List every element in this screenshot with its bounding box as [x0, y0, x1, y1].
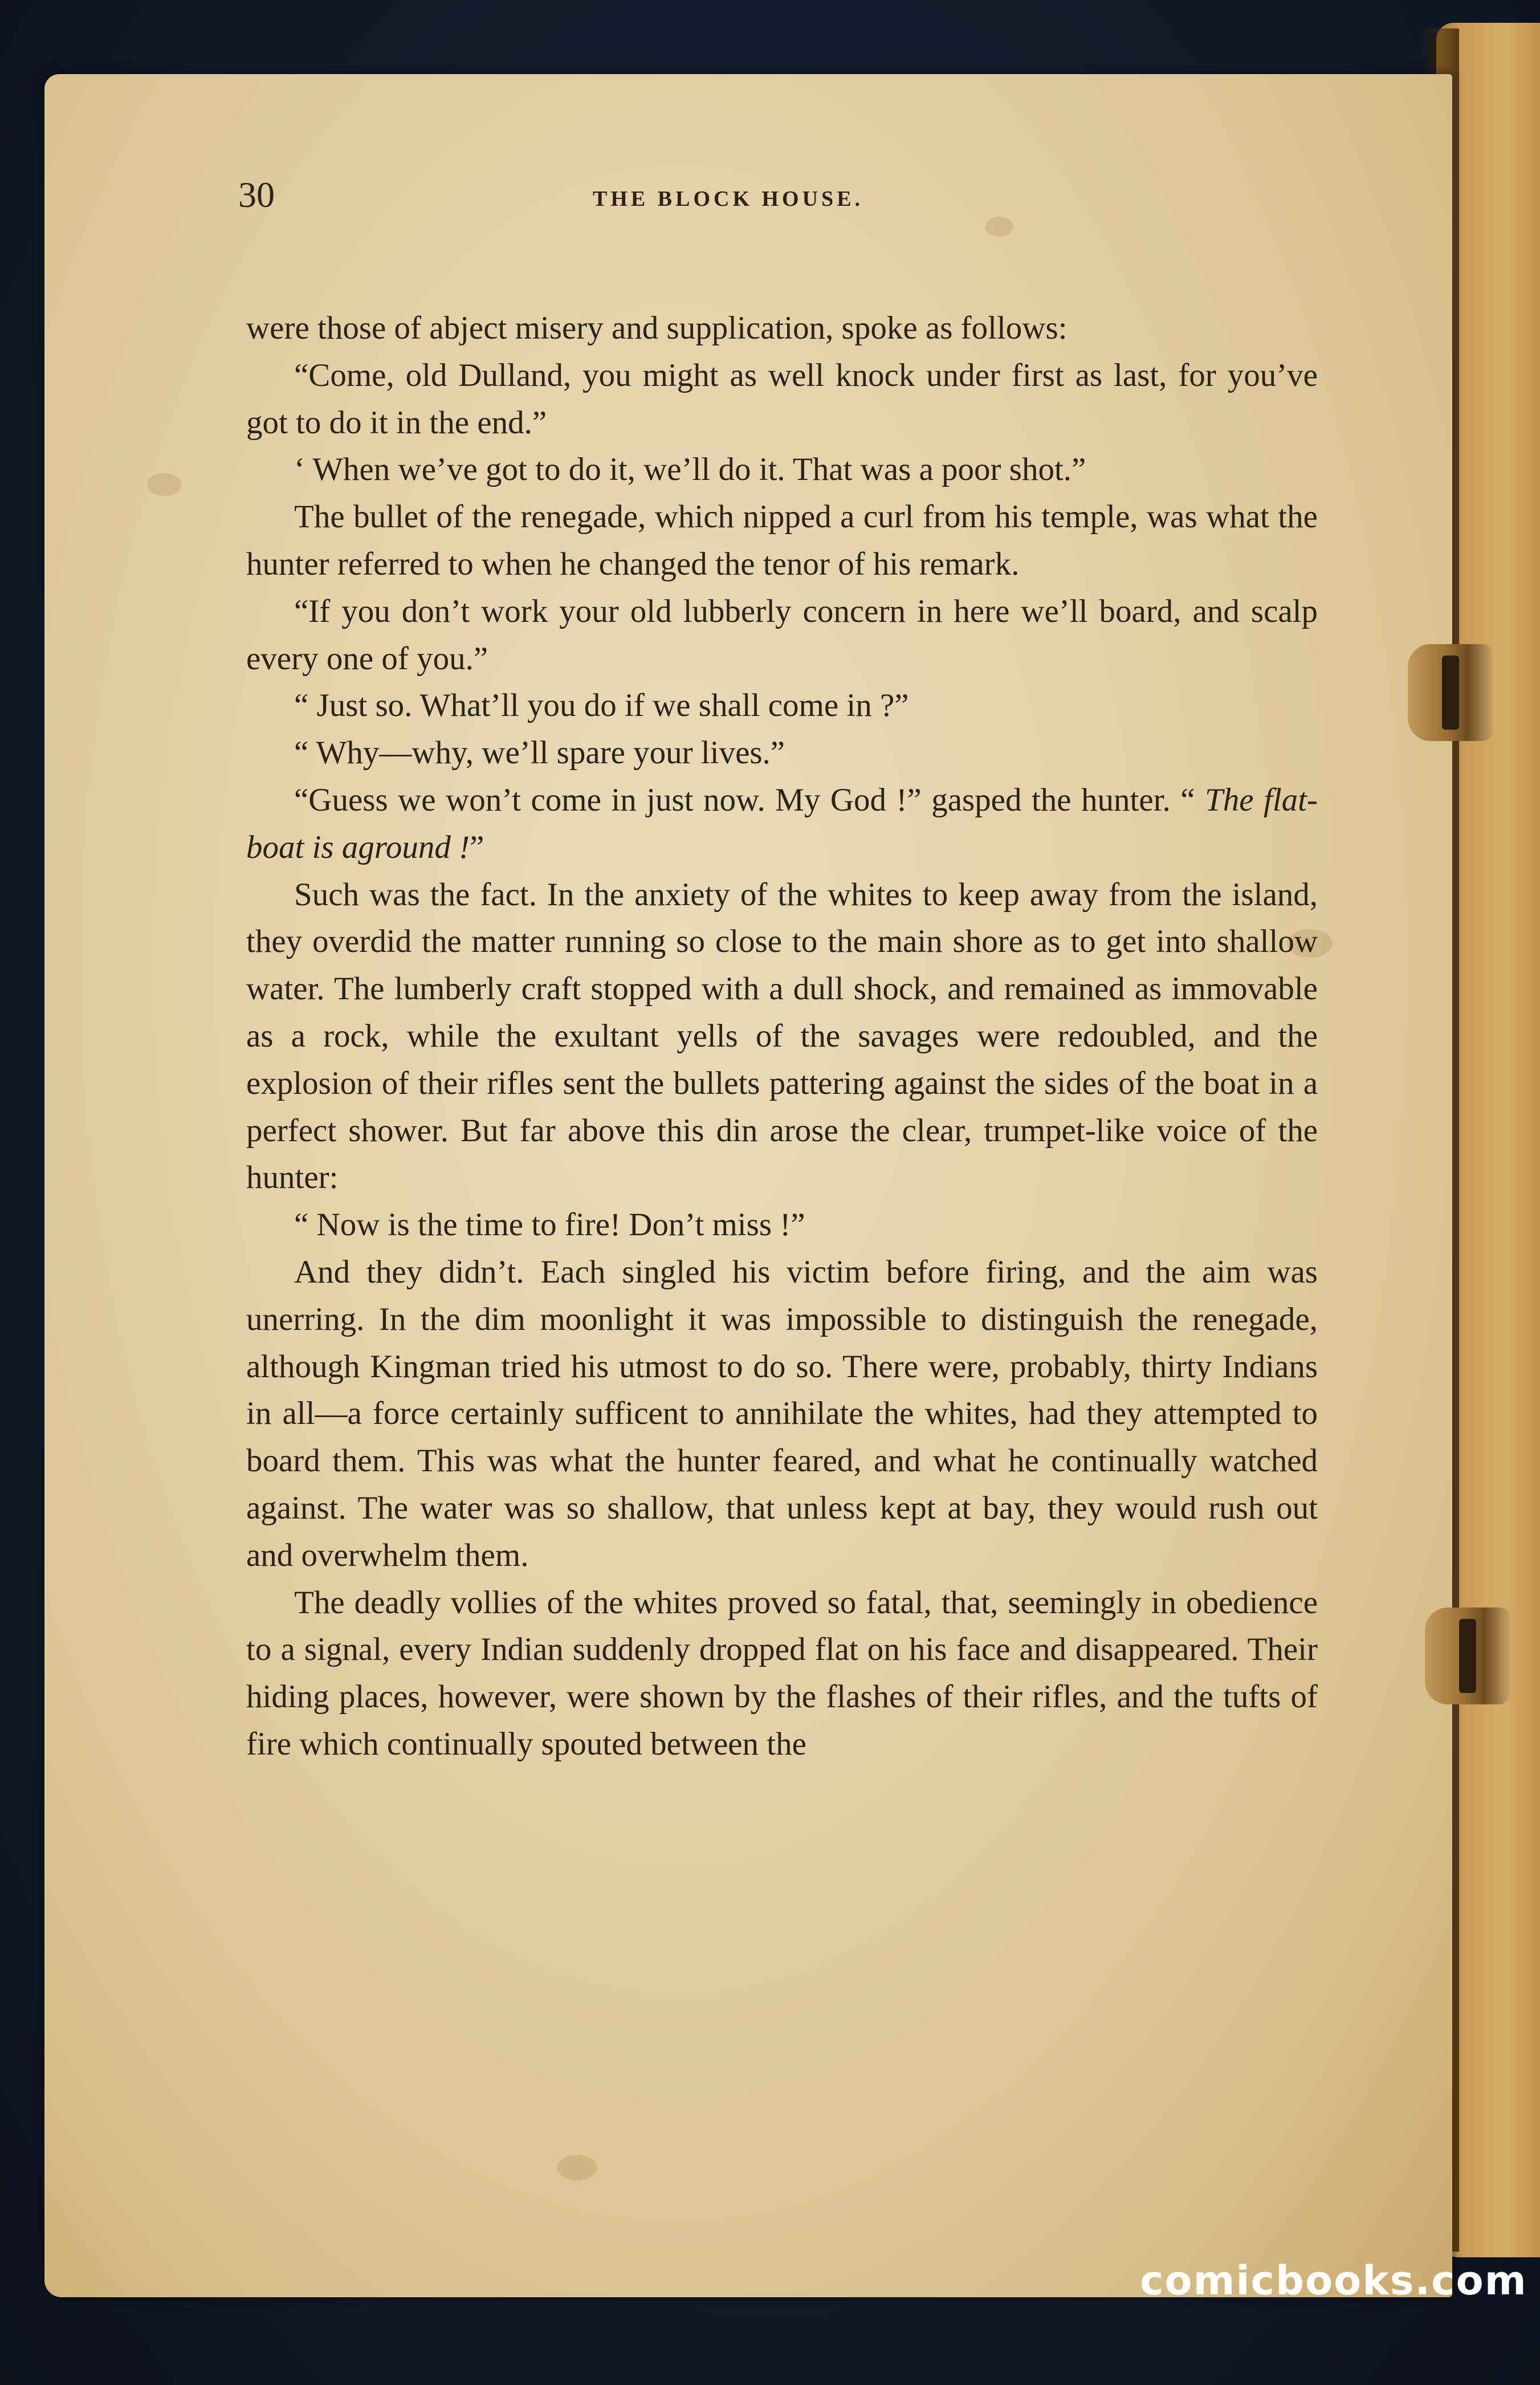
- watermark: comicbooks.com: [1140, 2257, 1527, 2304]
- paragraph-text: “Guess we won’t come in just now. My God !” gasped the hunter. “: [294, 782, 1205, 818]
- italic-exclamation: The flat-boat is aground !: [246, 782, 1318, 865]
- paragraph: “ Why—why, we’ll spare your lives.”: [294, 735, 785, 771]
- paragraph: ‘ When we’ve got to do it, we’ll do it. That was a poor shot.”: [294, 451, 1086, 488]
- paragraph: [246, 777, 1318, 872]
- paragraph: The bullet of the renegade, which nipped a curl from his temple, was what the hunter referred to when he changed the tenor of his remark.: [246, 499, 1318, 582]
- paragraph: “Come, old Dulland, you might as well knock under first as last, for you’ve got to do it in the end.”: [246, 357, 1318, 441]
- paragraph: “ Just so. What’ll you do if we shall come in ?”: [294, 687, 909, 724]
- paragraph-text: ”: [470, 829, 484, 865]
- paragraph: Such was the fact. In the anxiety of the whites to keep away from the island, they overdid the matter running so close to the main shore as to get into shallow water. The lumberly craft stopped with a dull shock, and remained as immovable as a rock, while the exultant yells of the savages were redoubled, and the explosion of their rifles sent the bullets pattering against the sides of the boat in a perfect shower. But far above this din arose the clear, trumpet-like voice of the hunter:: [246, 876, 1318, 1196]
- running-head: [239, 174, 1277, 216]
- paragraph: “ Now is the time to fire! Don’t miss !”: [294, 1207, 805, 1243]
- body-text: [246, 305, 1318, 1768]
- paragraph: “If you don’t work your old lubberly concern in here we’ll board, and scalp every one of you.”: [246, 593, 1318, 677]
- binding-staple-lower: [1425, 1607, 1510, 1704]
- paragraph: The deadly vollies of the whites proved so fatal, that, seemingly in obedience to a signal, every Indian suddenly dropped flat on his face and disappeared. Their hiding places, however, were shown by the flashes of their rifles, and the tufts of fire which continually spouted between the: [246, 1584, 1318, 1762]
- binding-staple-upper: [1408, 644, 1493, 741]
- paragraph: were those of abject misery and supplication, spoke as follows:: [246, 310, 1068, 346]
- page-number: 30: [238, 174, 275, 215]
- paragraph: And they didn’t. Each singled his victim before firing, and the aim was unerring. In the dim moonlight it was impossible to distinguish the renegade, although Kingman tried his utmost to do so. There were, probably, thirty Indians in all—a force certainly sufficent to annihilate the whites, had they attempted to board them. This was what the hunter feared, and what he continually watched against. The water was so shallow, that unless kept at bay, they would rush out and overwhelm them.: [246, 1253, 1318, 1573]
- foxing-spot: [557, 2155, 597, 2180]
- foxing-spot: [147, 473, 181, 496]
- running-title: THE BLOCK HOUSE.: [593, 187, 864, 211]
- foxing-spot: [985, 217, 1013, 237]
